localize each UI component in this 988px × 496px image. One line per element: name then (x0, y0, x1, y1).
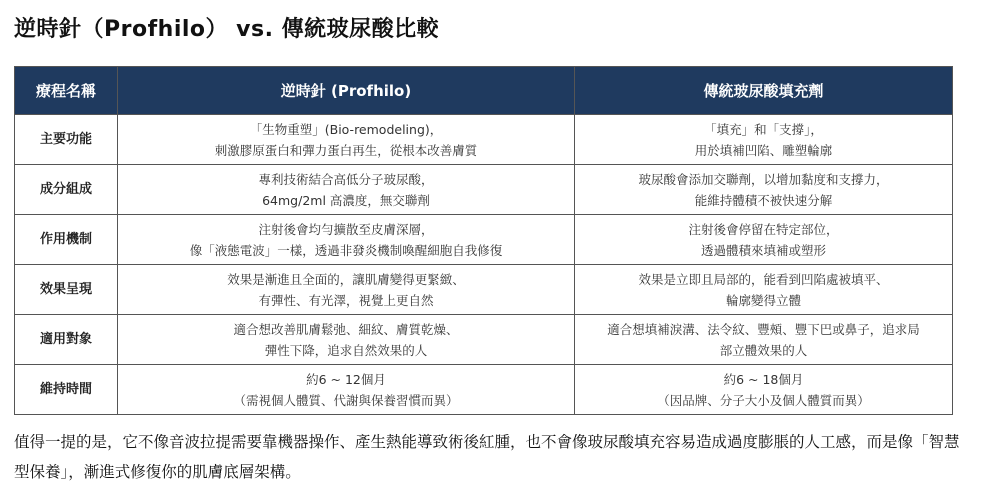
traditional-cell (575, 265, 953, 315)
profhilo-cell (118, 265, 575, 315)
cell-line: 「生物重塑」(Bio-remodeling)， (249, 121, 443, 137)
header-traditional-filler: 傳統玻尿酸填充劑 (575, 67, 953, 115)
row-label: 維持時間 (15, 365, 118, 415)
table-row (15, 215, 953, 265)
section-title: 逆時針（Profhilo） vs. 傳統玻尿酸比較 (14, 17, 440, 42)
header-profhilo: 逆時針 (Profhilo) (118, 67, 575, 115)
cell-line: 注射後會均勻擴散至皮膚深層， (258, 221, 434, 237)
cell-line: 適合想改善肌膚鬆弛、細紋、膚質乾燥、 (233, 321, 459, 337)
row-label: 成分組成 (15, 165, 118, 215)
traditional-cell (575, 215, 953, 265)
cell-line: 「填充」和「支撐」， (704, 121, 823, 137)
table-row (15, 365, 953, 415)
profhilo-cell (118, 315, 575, 365)
cell-line: 能維持體積不被快速分解 (694, 192, 833, 208)
table-row (15, 315, 953, 365)
row-label: 主要功能 (15, 115, 118, 165)
cell-line: 部立體效果的人 (719, 342, 808, 358)
cell-line: （因品牌、分子大小及個人體質而異） (657, 392, 870, 408)
traditional-cell (575, 115, 953, 165)
cell-line: 約6 ~ 12個月 (306, 371, 386, 387)
cell-line: 效果是立即且局部的，能看到凹陷處被填平、 (638, 271, 889, 287)
row-label: 適用對象 (15, 315, 118, 365)
table-header-row (15, 67, 953, 115)
profhilo-cell (118, 365, 575, 415)
cell-line: 適合想填補淚溝、法令紋、豐頰、豐下巴或鼻子，追求局 (607, 321, 920, 337)
cell-line: 注射後會停留在特定部位， (688, 221, 839, 237)
cell-line: 用於填補凹陷、雕塑輪廓 (694, 142, 833, 158)
profhilo-cell (118, 215, 575, 265)
cell-line: 玻尿酸會添加交聯劑，以增加黏度和支撐力， (638, 171, 889, 187)
cell-line: 約6 ~ 18個月 (723, 371, 804, 387)
table-row (15, 115, 953, 165)
cell-line: 透過體積來填補或塑形 (700, 242, 826, 258)
cell-line: 效果是漸進且全面的，讓肌膚變得更緊緻、 (227, 271, 465, 287)
cell-line: 64mg/2ml 高濃度，無交聯劑 (262, 192, 430, 208)
summary-paragraph: 值得一提的是，它不像音波拉提需要靠機器操作、產生熱能導致術後紅腫，也不會像玻尿酸填充容易造成過度膨脹的人工感，而是像「智慧型保養」，漸進式修復你的肌膚底層架構。 (14, 433, 960, 481)
profhilo-cell (118, 165, 575, 215)
cell-line: 專利技術結合高低分子玻尿酸， (258, 171, 434, 187)
header-treatment-name: 療程名稱 (15, 67, 118, 115)
table-row (15, 165, 953, 215)
traditional-cell (575, 315, 953, 365)
cell-line: 有彈性、有光澤，視覺上更自然 (258, 292, 434, 308)
cell-line: （需視個人體質、代謝與保養習慣而異） (233, 392, 459, 408)
row-label: 作用機制 (15, 215, 118, 265)
comparison-table (14, 66, 953, 415)
cell-line: 像「液態電波」一樣，透過非發炎機制喚醒細胞自我修復 (189, 242, 503, 258)
traditional-cell (575, 165, 953, 215)
row-label: 效果呈現 (15, 265, 118, 315)
table-row (15, 265, 953, 315)
cell-line: 彈性下降，追求自然效果的人 (264, 342, 428, 358)
cell-line: 輪廓變得立體 (725, 292, 801, 308)
traditional-cell (575, 365, 953, 415)
profhilo-cell (118, 115, 575, 165)
cell-line: 刺激膠原蛋白和彈力蛋白再生，從根本改善膚質 (214, 142, 478, 158)
